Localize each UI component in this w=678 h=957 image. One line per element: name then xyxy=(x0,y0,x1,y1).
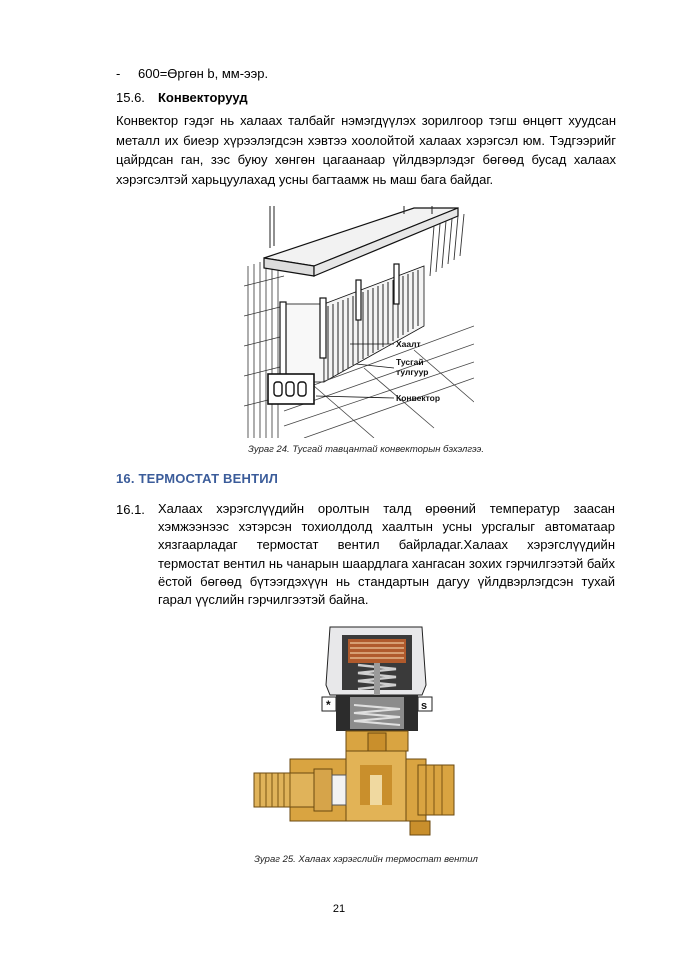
thermostat-paragraph: Халаах хэрэгслүүдийн оролтын талд өрөөний температур заасан хэмжээнээс хэтэрсэн тохиолдолд хаалтын усны урсгалыг автоматаар хязгаарладаг термостат вентил байрладаг.Халаах хэрэгслүүдийн термостат вентил нь чанарын шаардлага хангасан зохих гэрчилгээтэй байх ёстой бөгөөд бүтээгдэхүүн нь стандартын дагуу үйлдвэрлэгдсэн тухай гарал үүслийн гэрчилгээтэй байна. xyxy=(158,501,615,608)
label-haalt: Хаалт xyxy=(396,339,421,349)
figure25-caption: Зураг 25. Халаах хэрэгслийн термостат вентил xyxy=(254,854,478,865)
section16-heading: 16. ТЕРМОСТАТ ВЕНТИЛ xyxy=(116,471,279,486)
label-s: s xyxy=(421,700,428,712)
para-number: 16.1. xyxy=(116,502,145,517)
section-number: 15.6. xyxy=(116,90,145,105)
section-title: Конвекторууд xyxy=(158,90,248,105)
label-star: * xyxy=(326,698,331,712)
thermostat-valve-figure xyxy=(250,625,462,845)
figure24-caption: Зураг 24. Тусгай тавцантай конвекторын бэхэлгээ. xyxy=(248,444,484,455)
page-number: 21 xyxy=(332,903,346,915)
label-konvektor: Конвектор xyxy=(396,393,441,403)
label-tusgai: Тусгай xyxy=(396,357,424,367)
convector-mounting-figure xyxy=(244,206,474,438)
convector-paragraph: Конвектор гэдэг нь халаах талбайг нэмэгдүүлэх зорилгоор тэгш өнцөгт хуудсан металл их биеэр хүрээлэгдсэн хэвтээ хоолойтой халаах хэрэгсэл юм. Тэдгээрийг цайрдсан ган, зэс буюу хөнгөн цагаанаар үйлдвэрлэдэг бөгөөд бусад халаах хэрэгсэлтэй харьцуулахад усны багтаамж нь маш бага байдаг. xyxy=(116,113,616,187)
bullet-dash: - xyxy=(116,66,121,81)
bullet-text: 600=Өргөн b, мм-ээр. xyxy=(138,66,269,81)
label-tulguur: тулгуур xyxy=(396,367,429,377)
